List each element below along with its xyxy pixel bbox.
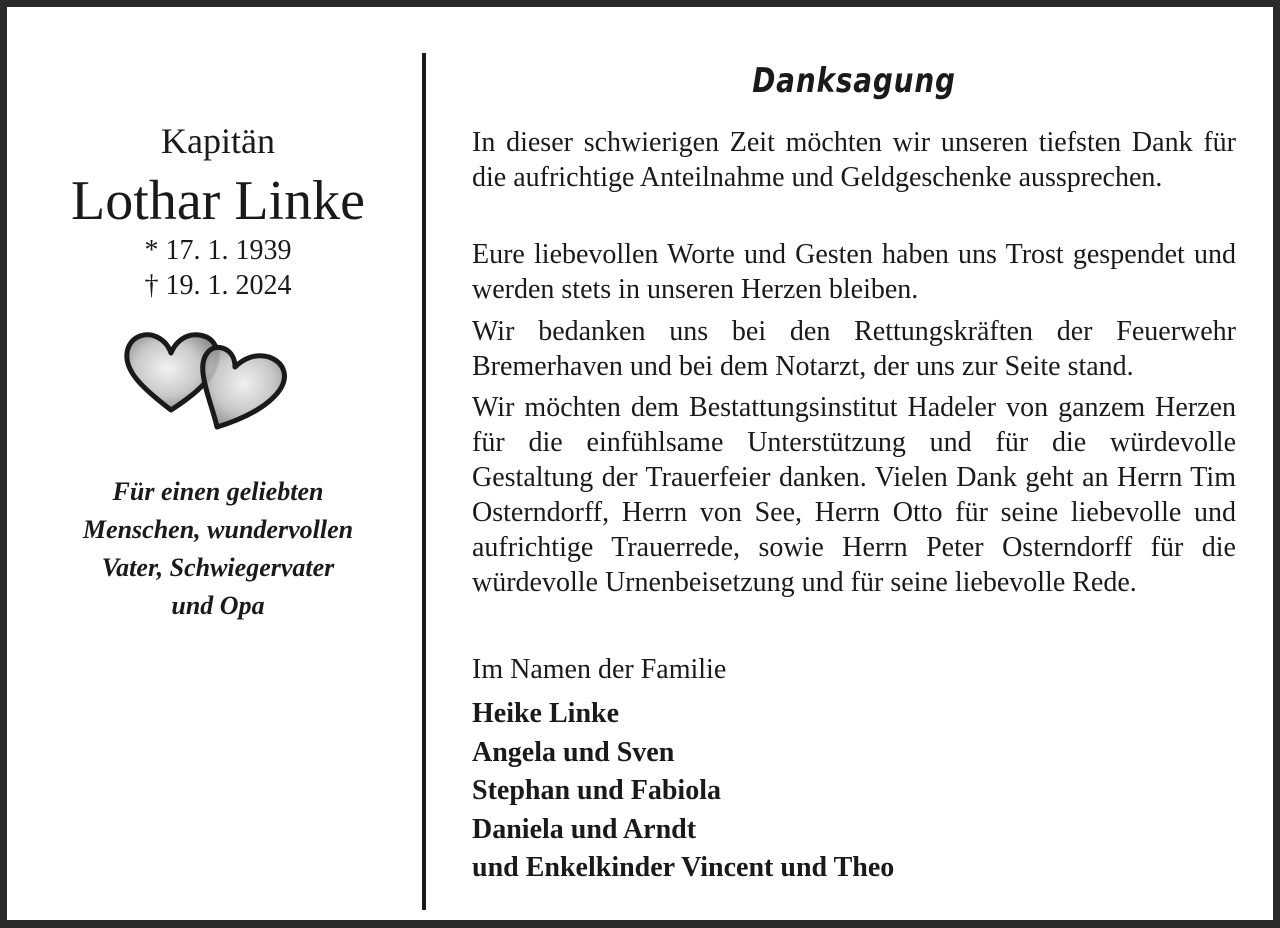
thanks-paragraph-3: Wir bedanken uns bei den Rettungskräften der Feuerwehr Bremerhaven und bei dem Notarzt, der uns zur Seite stand. — [472, 316, 1236, 382]
signer-name: Daniela und Arndt — [472, 813, 697, 845]
death-date: † 19. 1. 2024 — [144, 270, 292, 301]
column-divider — [422, 53, 426, 910]
signers-list — [472, 695, 894, 888]
thanks-heading: Danksagung — [752, 61, 956, 101]
double-heart-icon — [121, 325, 291, 435]
signer-name: Heike Linke — [472, 698, 620, 729]
deceased-rank: Kapitän — [161, 121, 275, 161]
thanks-paragraph-2: Eure liebevollen Worte und Gesten haben uns Trost gespendet und werden stets in unseren Herzen bleiben. — [472, 239, 1236, 305]
thanks-paragraph-4: Wir möchten dem Bestattungsinstitut Hadeler von ganzem Herzen für die einfühlsame Unterstützung und für die würdevolle Gestaltung der Trauerfeier danken. Vielen Dank geht an Herrn Tim Osterndorff, Herrn von See, Herrn Otto für seine liebevolle und aufrichtige Trauerrede, sowie Herrn Peter Osterndorff für die würdevolle Urnenbeisetzung und für seine liebevolle Rede. — [472, 392, 1236, 598]
right-heart-shape — [203, 347, 285, 427]
signer-name: Stephan und Fabiola — [472, 775, 721, 806]
signer-name: und Enkelkinder Vincent und Theo — [472, 852, 895, 883]
dedication-text: Für einen geliebten Menschen, wundervollen Vater, Schwiegervater und Opa — [82, 477, 354, 620]
signer-name: Angela und Sven — [472, 736, 675, 768]
deceased-name: Lothar Linke — [71, 170, 365, 232]
birth-date: * 17. 1. 1939 — [144, 235, 292, 266]
closing-line: Im Namen der Familie — [472, 654, 727, 685]
thanks-paragraph-1: In dieser schwierigen Zeit möchten wir unseren tiefsten Dank für die aufrichtige Anteilnahme und Geldgeschenke aussprechen. — [472, 127, 1236, 193]
